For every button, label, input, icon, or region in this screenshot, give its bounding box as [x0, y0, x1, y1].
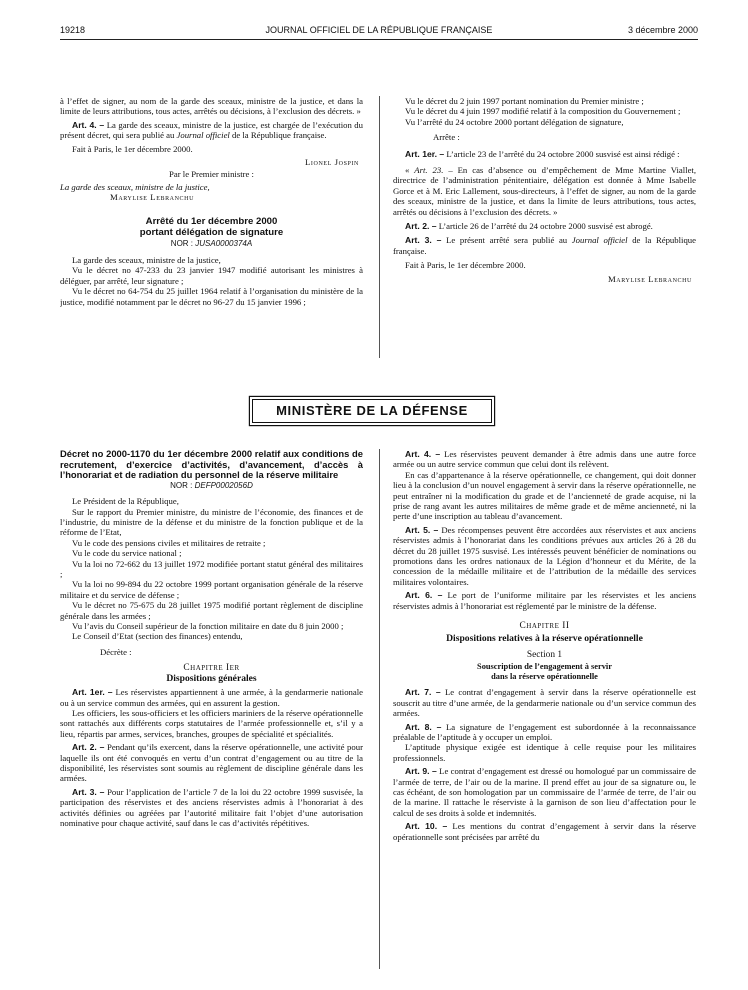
top-left-column	[60, 96, 363, 396]
page-number: 19218	[60, 25, 86, 35]
article-label: Art. 1er. –	[405, 148, 445, 159]
chapter-1-label: Chapitre Ier	[183, 663, 240, 674]
ministry-title: MINISTÈRE DE LA DÉFENSE	[276, 403, 468, 418]
article-label: Art. 5. –	[405, 524, 439, 535]
nor-reference: NOR : DEFP0002056D	[170, 480, 253, 490]
article-6-decree: Art. 6. – Le port de l’uniforme militaire par les réservistes et les anciens réservistes admis à l’honorariat est réglementé par le ministre de la défense.	[393, 590, 696, 611]
chapter-2-label: Chapitre II	[519, 621, 570, 632]
ministry-heading	[252, 399, 492, 423]
bottom-left-column	[60, 449, 363, 969]
article-label: Art. 4. –	[72, 119, 105, 130]
article-label: Art. 1er. –	[72, 687, 113, 698]
signature-lebranchu: Marylise Lebranchu	[607, 273, 692, 284]
signature-lebranchu: Marylise Lebranchu	[110, 192, 195, 203]
paragraph: Vu le code des pensions civiles et militaires de retraite ;	[72, 537, 266, 548]
header-rule	[60, 39, 698, 40]
fait-a-paris: Fait à Paris, le 1er décembre 2000.	[72, 143, 193, 154]
article-3-decree: Art. 3. – Pour l’application de l’article 7 de la loi du 22 octobre 1999 susvisée, la participation des réservistes et des anciens réservistes admis à l’honorariat à des activités définies ou agréées par l’autorité militaire fait l’objet d’une autorisation nominative pour chaque activité, sauf dans le cas d’activités répétitives.	[60, 786, 363, 828]
par-le-premier-ministre: Par le Premier ministre :	[169, 169, 254, 180]
arrete-label: Arrête :	[433, 132, 460, 143]
article-2-decree: Art. 2. – Pendant qu’ils exercent, dans la réserve opérationnelle, une activité pour laquelle ils ont été convoqués en vertu d’un contrat d’engagement ou au titre de la disponibilité, les réservistes sont soumis au règlement de discipline générale dans les armées.	[60, 742, 363, 784]
article-label: Art. 3. –	[405, 235, 442, 246]
paragraph: Le Président de la République,	[72, 496, 179, 507]
article-9-decree: Art. 9. – Le contrat d’engagement est dressé ou homologué par un commissaire de l’armée de terre, de l’air ou de la marine. Il prend effet au jour de sa signature ou, le cas échéant, de son homologation par un commissaire de l’armée de terre, de l’air ou de la marine. Il rattache le réserviste à la garnison de son lieu d’affectation pour le calcul de ses droits à solde et indemnités.	[393, 766, 696, 818]
article-10-decree: Art. 10. – Les mentions du contrat d’engagement à servir dans la réserve opérationnelle sont précisées par arrêté du	[393, 821, 696, 842]
article-label: Art. 3. –	[72, 786, 105, 797]
paragraph: La garde des sceaux, ministre de la justice,	[72, 255, 221, 266]
article-label: Art. 6. –	[405, 590, 443, 601]
article-8-decree: Art. 8. – La signature de l’engagement est subordonnée à la reconnaissance préalable de l’aptitude à y occuper un emploi.	[393, 721, 696, 742]
paragraph: Vu le décret no 47-233 du 23 janvier 1947 modifié autorisant les ministres à déléguer, par arrêté, leur signature ;	[60, 265, 363, 286]
column-divider-top	[379, 96, 380, 358]
garde-des-sceaux-mention: La garde des sceaux, ministre de la justice,	[60, 181, 210, 192]
issue-date: 3 décembre 2000	[627, 25, 698, 35]
continuation-text: à l’effet de signer, au nom de la garde des sceaux, ministre de la justice, et dans la limite de leurs attributions, tous actes, arrêtés ou décisions, à l’exclusion des décrets. »	[60, 96, 363, 117]
paragraph: Sur le rapport du Premier ministre, du ministre de l’économie, des finances et de l’industrie, du ministre de la défense et du ministre de la fonction publique et de la réforme de l’Etat,	[60, 506, 363, 538]
section-1-title-line-1: Souscription de l’engagement à servir	[477, 662, 612, 672]
paragraph: Vu le décret du 4 juin 1997 modifié relatif à la composition du Gouvernement ;	[405, 106, 681, 117]
arrete-title-line-1: Arrêté du 1er décembre 2000	[145, 215, 278, 227]
paragraph: Vu le code du service national ;	[72, 548, 182, 559]
article-7-decree: Art. 7. – Le contrat d’engagement à servir dans la réserve opérationnelle est souscrit au titre d’une armée, de la gendarmerie nationale ou d’un service commun des armées.	[393, 687, 696, 719]
decrete-label: Décrète :	[100, 646, 132, 657]
article-2-arrete: Art. 2. – L’article 26 de l’arrêté du 24 octobre 2000 susvisé est abrogé.	[405, 221, 653, 232]
journal-title: JOURNAL OFFICIEL DE LA RÉPUBLIQUE FRANÇAISE	[265, 25, 493, 35]
arrete-title-line-2: portant délégation de signature	[139, 226, 284, 238]
article-label: Art. 4. –	[405, 449, 441, 459]
article-4-justice: Art. 4. – La garde des sceaux, ministre de la justice, est chargée de l’exécution du présent décret, qui sera publié au Journal officiel de la République française.	[60, 119, 363, 141]
paragraph: Le Conseil d’Etat (section des finances) entendu,	[72, 631, 243, 642]
paragraph: Vu l’avis du Conseil supérieur de la fonction militaire en date du 8 juin 2000 ;	[72, 621, 344, 632]
article-5-decree: Art. 5. – Des récompenses peuvent être accordées aux réservistes et aux anciens réservistes admis à l’honorariat dans les conditions prévues aux articles 26 à 28 du décret du 28 juillet 1975 susvisé. Les intéressés peuvent bénéficier de nominations ou promotions dans les ordres nationaux de la Légion d’honneur et du Mérite, de la concession de la médaille militaire et de l’attribution de la médaille des services militaires volontaires.	[393, 524, 696, 587]
section-1-title-line-2: dans la réserve opérationnelle	[491, 672, 598, 682]
article-4-decree: Art. 4. – Les réservistes peuvent demander à être admis dans une autre force armée ou un autre service commun que celui dont ils relèvent.	[393, 449, 696, 470]
chapter-2-title: Dispositions relatives à la réserve opérationnelle	[446, 632, 643, 644]
article-label: Art. 8. –	[405, 721, 442, 732]
decree-title: Décret no 2000-1170 du 1er décembre 2000 relatif aux conditions de recrutement, d’exercice d’activités, d’avancement, d’accès à l’honorariat et de radiation du personnel de la réserve militaire	[60, 449, 363, 481]
article-23-quote: « Art. 23. – En cas d’absence ou d’empêchement de Mme Martine Viallet, directrice de l’administration pénitentiaire, délégation est donnée à Mme Isabelle Gorce et à M. Eric Lallement, sous-directeurs, à l’effet de signer, au nom de la garde des sceaux, ministre de la justice, et dans la limite de leurs attributions, tous actes, arrêtés ou décisions à l’exclusion des décrets. »	[393, 165, 696, 217]
chapter-1-title: Dispositions générales	[166, 672, 257, 684]
article-label: Art. 9. –	[405, 766, 437, 777]
column-divider-bottom	[379, 449, 380, 969]
paragraph: Les officiers, les sous-officiers et les officiers mariniers de la réserve opérationnelle sont rattachés aux différents corps statutaires de l’armée professionnelle et, s’il y a lieu, répartis par armes, services, branches, groupes de spécialité et spécialités.	[60, 707, 363, 739]
paragraph: Vu l’arrêté du 24 octobre 2000 portant délégation de signature,	[405, 116, 624, 127]
article-label: Art. 2. –	[72, 742, 105, 753]
paragraph: Vu le décret no 64-754 du 25 juillet 1964 relatif à l’organisation du ministère de la justice, modifié notamment par le décret no 96-27 du 15 janvier 1996 ;	[60, 286, 363, 307]
paragraph: L’aptitude physique exigée est identique à celle requise pour les militaires professionnels.	[393, 742, 696, 763]
paragraph: Vu le décret no 75-675 du 28 juillet 1975 modifié portant règlement de discipline générale dans les armées ;	[60, 600, 363, 621]
paragraph: Vu la loi no 72-662 du 13 juillet 1972 modifiée portant statut général des militaires ;	[60, 558, 363, 580]
article-3-arrete: Art. 3. – Le présent arrêté sera publié au Journal officiel de la République française.	[393, 235, 696, 256]
nor-reference: NOR : JUSA0000374A	[170, 238, 253, 248]
section-1-label: Section 1	[526, 649, 563, 660]
page-header	[60, 24, 698, 36]
article-1-decree: Art. 1er. – Les réservistes appartiennent à une armée, à la gendarmerie nationale ou à un service commun des armées, qui en assurent la gestion.	[60, 687, 363, 708]
paragraph: Vu la loi no 99-894 du 22 octobre 1999 portant organisation générale de la réserve militaire et du service de défense ;	[60, 579, 363, 600]
signature-jospin: Lionel Jospin	[305, 157, 359, 168]
top-right-column	[393, 96, 696, 396]
article-label: Art. 2. –	[405, 221, 437, 232]
article-1-arrete: Art. 1er. – L’article 23 de l’arrêté du 24 octobre 2000 susvisé est ainsi rédigé :	[405, 148, 680, 159]
bottom-right-column	[393, 449, 696, 969]
article-label: Art. 10. –	[405, 821, 448, 832]
article-label: Art. 7. –	[405, 687, 441, 698]
fait-a-paris: Fait à Paris, le 1er décembre 2000.	[405, 260, 526, 271]
paragraph: En cas d’appartenance à la réserve opérationnelle, ce changement, qui doit donner lieu à la conclusion d’un nouvel engagement à servir dans la réserve opérationnelle, ne peut entraîner ni la modification du grade et de l’ancienneté de grade acquise, ni la prise de rang avant les autres militaires de même grade et de même ancienneté, ni la perte d’une inscription au tableau d’avancement.	[393, 469, 696, 522]
paragraph: Vu le décret du 2 juin 1997 portant nomination du Premier ministre ;	[405, 96, 644, 106]
